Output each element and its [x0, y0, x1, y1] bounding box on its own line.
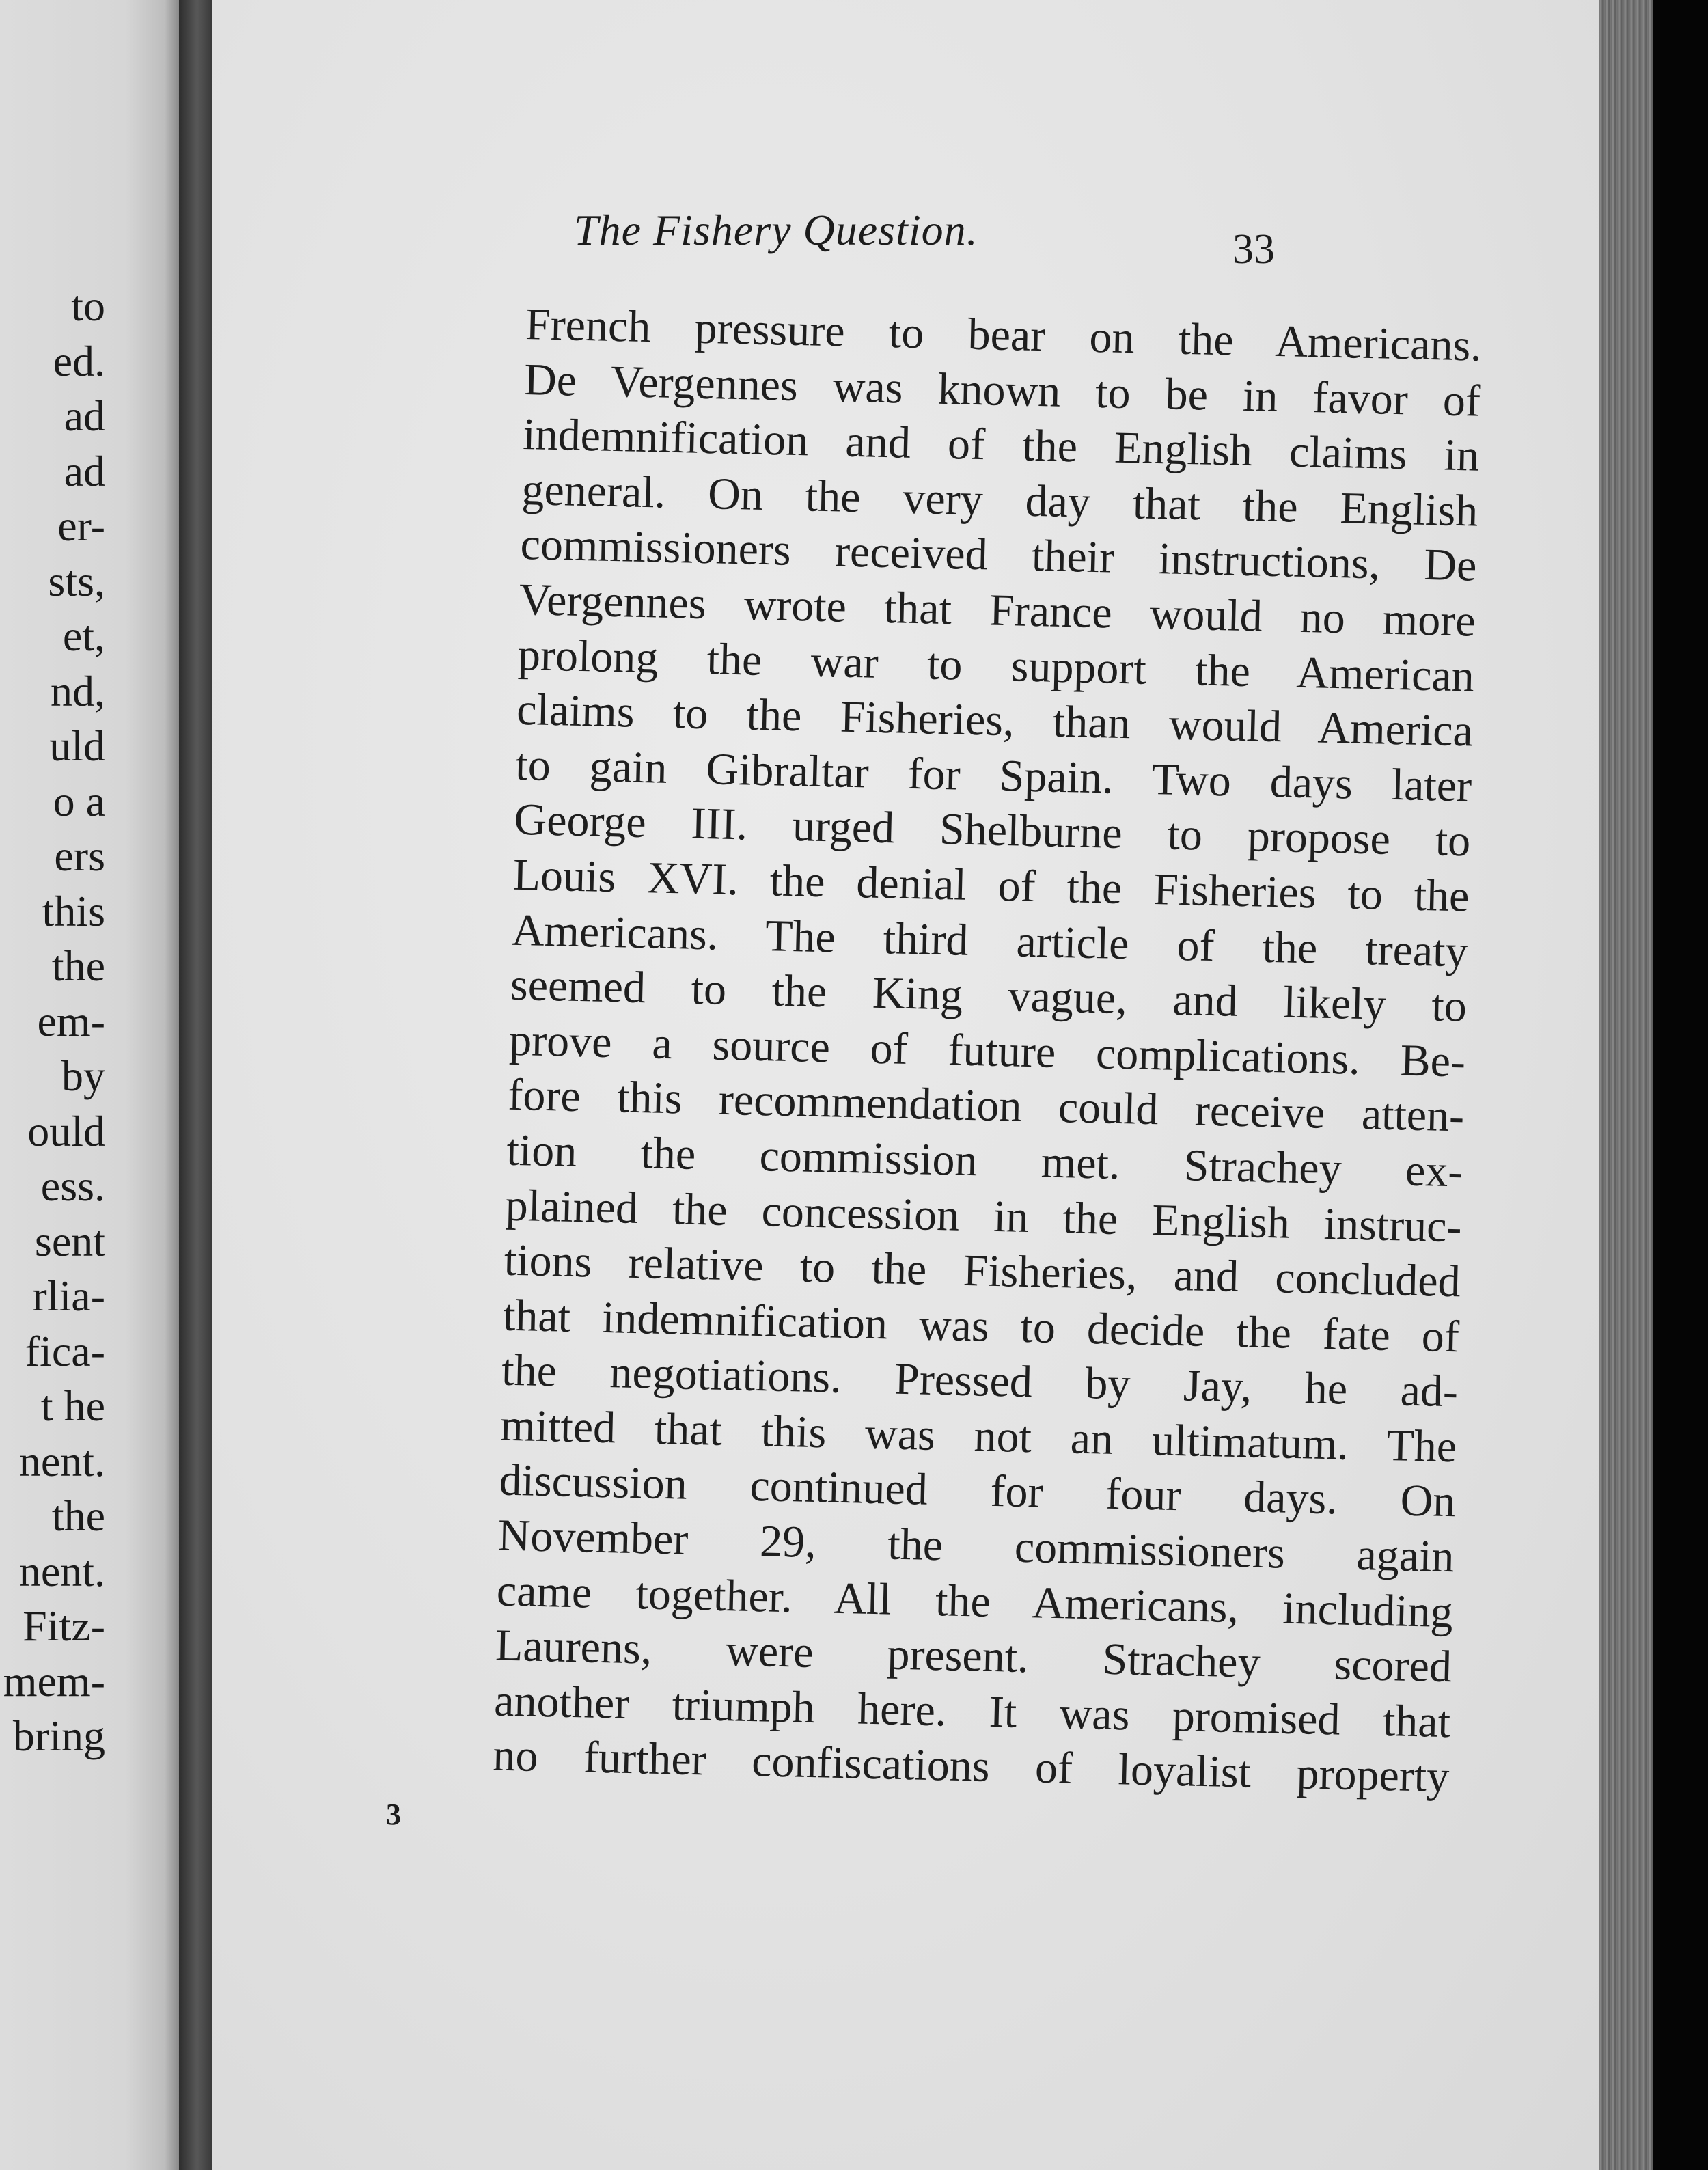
text-line: French pressure to bear on the Americans.	[525, 299, 1483, 371]
text-line: discussion continued for four days. On	[498, 1455, 1457, 1527]
text-line: prolong the war to support the American	[517, 629, 1475, 702]
text-line: Laurens, were present. Strachey scored	[495, 1620, 1452, 1692]
text-line: claims to the Fisheries, than would America	[516, 685, 1474, 756]
text-line: no further confiscations of loyalist property	[492, 1730, 1450, 1802]
previous-page-fragment: mem-	[3, 1656, 105, 1705]
text-line: to gain Gibraltar for Spain. Two days later	[514, 739, 1472, 812]
previous-page-fragment: ers	[54, 832, 105, 880]
page-number: 33	[1232, 226, 1275, 273]
text-line: came together. All the Americans, including	[496, 1565, 1454, 1637]
text-line: George III. urged Shelburne to propose to	[513, 795, 1472, 866]
previous-page-fragment: ed.	[53, 336, 105, 385]
previous-page-fragment: ess.	[40, 1162, 105, 1210]
text-line: Louis XVI. the denial of the Fisheries to the	[512, 849, 1470, 922]
previous-page-fragment: rlia-	[32, 1272, 105, 1320]
text-line: seemed to the King vague, and likely to	[510, 959, 1468, 1032]
page-edges	[1599, 0, 1653, 2170]
running-head: The Fishery Question.	[574, 206, 978, 254]
previous-page-fragment: by	[61, 1052, 105, 1100]
text-line: commissioners received their instructions, De	[519, 519, 1478, 592]
previous-page-fragment: et,	[62, 612, 105, 660]
text-line: tions relative to the Fisheries, and concluded	[504, 1235, 1461, 1307]
text-line: plained the concession in the English instruc-	[505, 1180, 1463, 1252]
text-line: another triumph here. It was promised that	[493, 1675, 1451, 1748]
previous-page-fragment: o a	[53, 776, 105, 825]
text-line: Vergennes wrote that France would no more	[519, 574, 1476, 646]
previous-page-fragment: nent.	[18, 1546, 105, 1595]
previous-page-fragment: the	[51, 942, 105, 990]
previous-page-fragment: er-	[57, 502, 105, 550]
text-line: mitted that this was not an ultimatum. The	[499, 1400, 1458, 1472]
previous-page-fragment: sent	[34, 1216, 105, 1265]
text-line: November 29, the commissioners again	[497, 1510, 1455, 1582]
previous-page-fragment: this	[42, 886, 105, 935]
previous-page-fragment: ad	[64, 446, 105, 495]
previous-page-fragment: sts,	[48, 556, 105, 605]
previous-page-fragment: Fitz-	[23, 1602, 105, 1650]
previous-page-fragment: nent.	[18, 1436, 105, 1485]
text-line: general. On the very day that the English	[521, 464, 1479, 536]
previous-page-fragment: to	[71, 281, 105, 330]
book-gutter	[179, 0, 212, 2170]
text-line: tion the commission met. Strachey ex-	[506, 1125, 1464, 1197]
signature-mark: 3	[386, 1798, 401, 1831]
text-line: prove a source of future complications. Be-	[508, 1015, 1466, 1087]
body-text	[493, 297, 1483, 1805]
book-page	[212, 0, 1599, 2170]
text-line: indemnification and of the English claims in	[522, 409, 1480, 481]
previous-page-fragment: ad	[64, 392, 105, 440]
scan-background	[1653, 0, 1708, 2170]
previous-page-fragment: fica-	[25, 1326, 105, 1375]
previous-page-fragment: uld	[49, 722, 105, 770]
previous-page-fragment: bring	[12, 1712, 105, 1760]
previous-page-fragment: em-	[37, 996, 105, 1045]
text-line: the negotiations. Pressed by Jay, he ad-	[501, 1345, 1459, 1417]
previous-page-text	[0, 279, 105, 1764]
text-line: that indemnification was to decide the fate of	[502, 1290, 1460, 1362]
text-line: Americans. The third article of the treaty	[511, 905, 1469, 977]
text-line: fore this recommendation could receive atten-	[507, 1070, 1465, 1142]
previous-page-fragment: nd,	[51, 666, 105, 715]
text-line: De Vergennes was known to be in favor of	[523, 354, 1481, 426]
previous-page-fragment: ould	[27, 1106, 105, 1155]
previous-page	[0, 0, 179, 2170]
previous-page-fragment: the	[51, 1492, 105, 1540]
previous-page-fragment: t he	[40, 1382, 105, 1430]
